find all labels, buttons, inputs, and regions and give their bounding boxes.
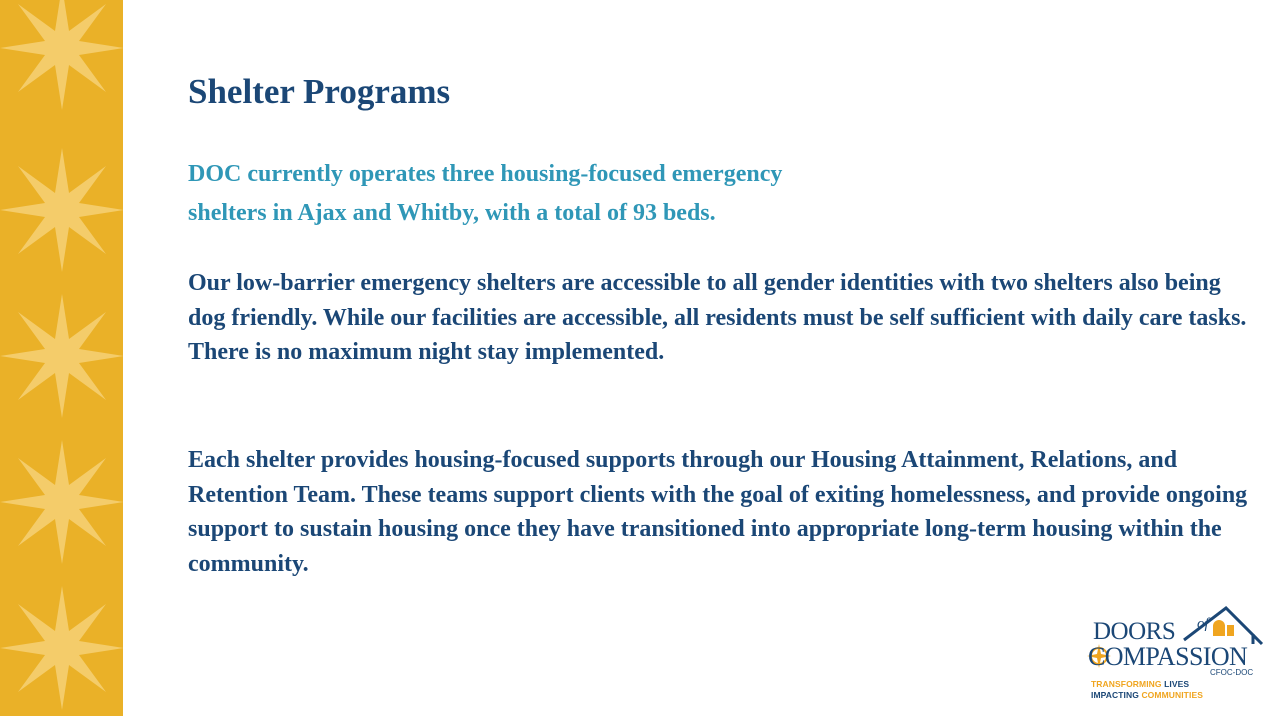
doors-of-compassion-logo bbox=[1056, 604, 1266, 704]
logo-tagline-1 bbox=[1091, 679, 1189, 689]
logo-tagline-2 bbox=[1091, 690, 1203, 700]
body-paragraph-accessibility: Our low-barrier emergency shelters are accessible to all gender identities with two shelters also being dog friendly. While our facilities are accessible, all residents must be self sufficient with daily care tasks. There is no maximum night stay implemented. bbox=[188, 270, 1247, 365]
star-icon bbox=[0, 148, 123, 272]
tagline-word: COMMUNITIES bbox=[1141, 690, 1203, 700]
body-paragraph-supports: Each shelter provides housing-focused supports through our Housing Attainment, Relations, and Retention Team. These teams support clients with the goal of exiting homelessness, and provide ongoing support to sustain housing once they have transitioned into appropriate long-term housing within the community. bbox=[188, 447, 1248, 577]
slide-title: Shelter Programs bbox=[188, 72, 451, 111]
star-icon bbox=[0, 294, 123, 418]
star-icon bbox=[0, 440, 123, 564]
star-icon bbox=[0, 586, 123, 710]
logo-word-compassion: COMPASSION bbox=[1088, 642, 1248, 671]
lead-line-1: DOC currently operates three housing-focused emergency bbox=[188, 161, 783, 187]
tagline-word: LIVES bbox=[1164, 679, 1190, 689]
star-pattern bbox=[0, 0, 123, 716]
star-icon bbox=[0, 0, 123, 110]
decorative-side-band bbox=[0, 0, 123, 716]
logo-word-of: of bbox=[1197, 616, 1209, 632]
logo-subtitle: CFOC-DOC bbox=[1210, 668, 1254, 677]
lead-text bbox=[188, 155, 1188, 233]
logo-word-doors: DOORS bbox=[1093, 618, 1176, 645]
tagline-word: IMPACTING bbox=[1091, 690, 1139, 700]
lead-line-2: shelters in Ajax and Whitby, with a total of 93 beds. bbox=[188, 200, 716, 226]
tagline-word: TRANSFORMING bbox=[1091, 679, 1162, 689]
